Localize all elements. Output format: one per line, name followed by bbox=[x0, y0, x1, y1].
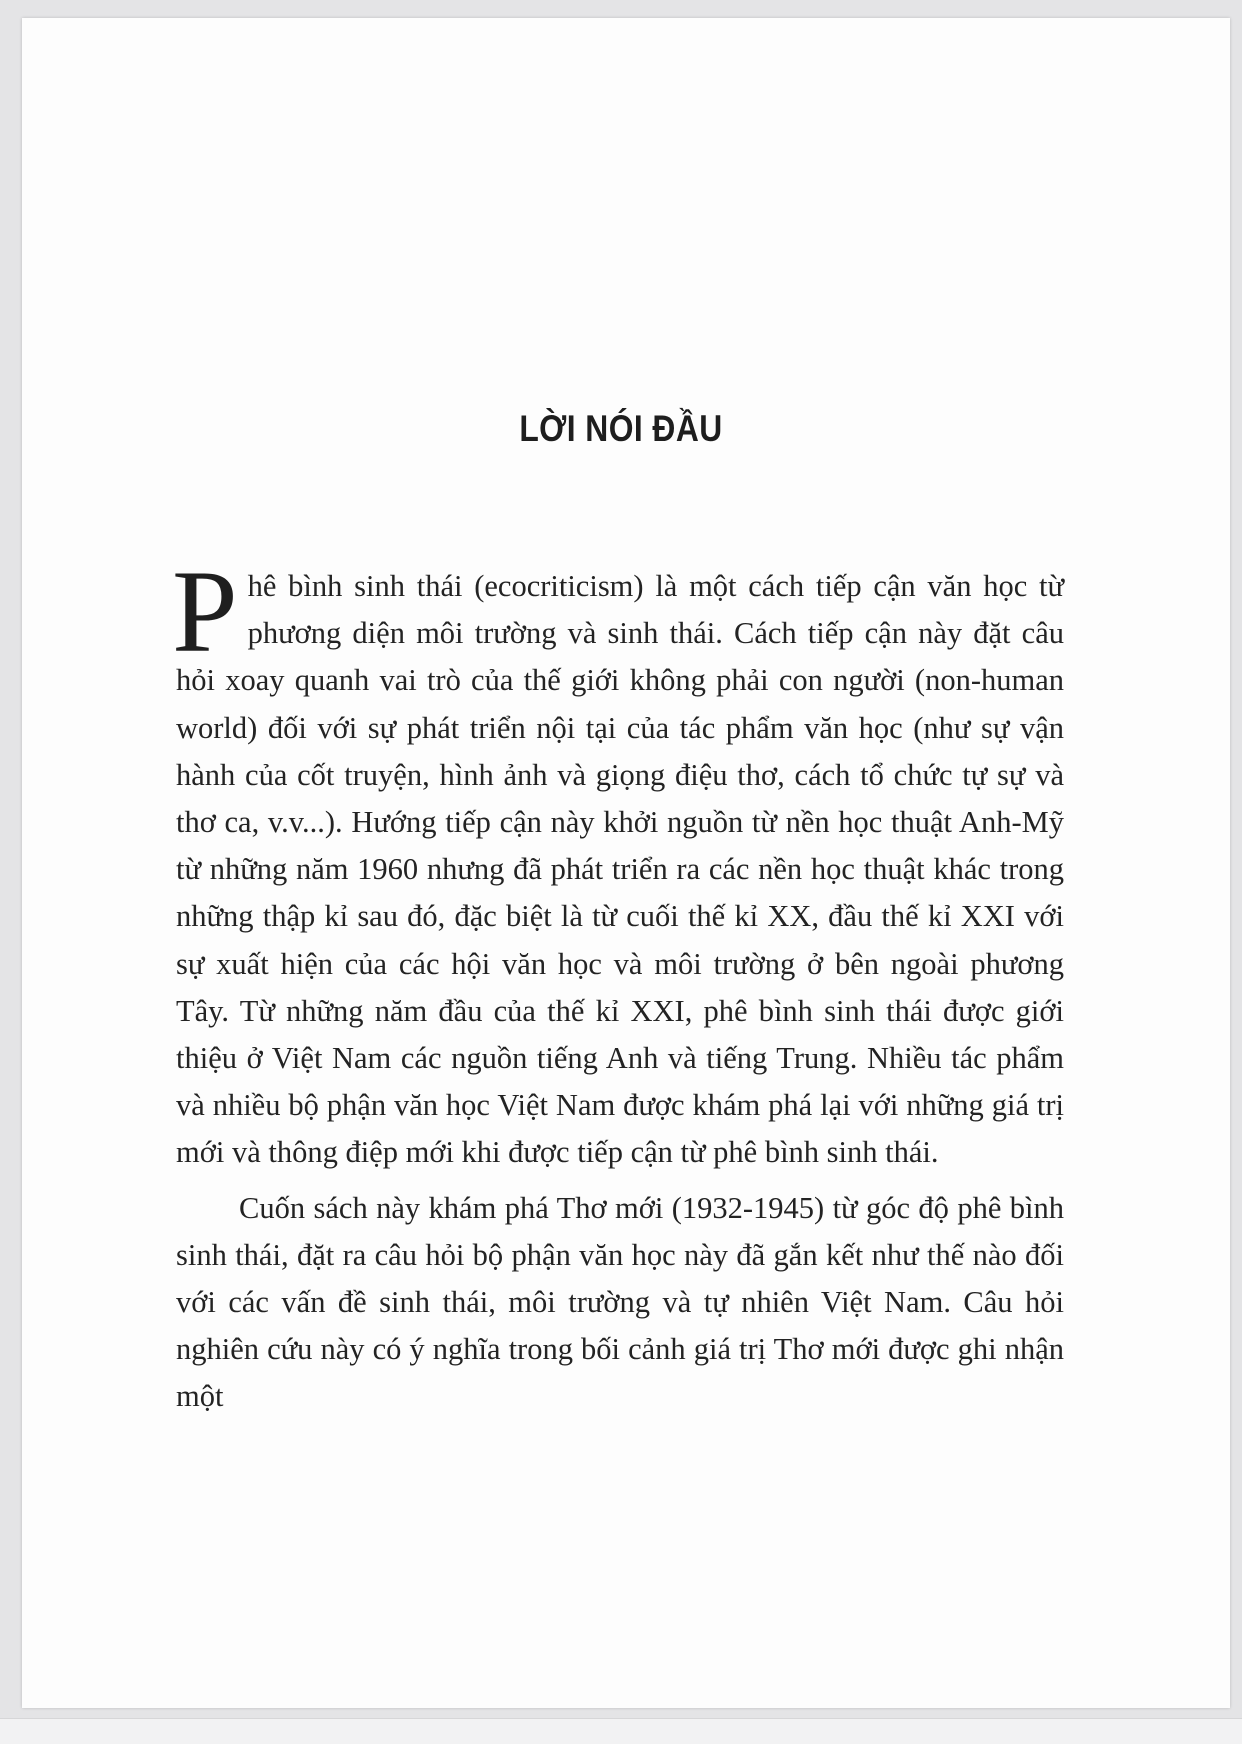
body-text bbox=[172, 546, 1064, 1421]
chapter-title: LỜI NÓI ĐẦU bbox=[519, 408, 723, 449]
drop-cap: P bbox=[172, 546, 238, 677]
paragraph-1 bbox=[172, 546, 1064, 1177]
next-page-edge bbox=[0, 1718, 1242, 1744]
paragraph-2: Cuốn sách này khám phá Thơ mới (1932-1945) từ góc độ phê bình sinh thái, đặt ra câu hỏi bộ phận văn học này đã gắn kết như thế nào đối với các vấn đề sinh thái, môi trường và tự nhiên Việt Nam. Câu hỏi nghiên cứu này có ý nghĩa trong bối cảnh giá trị Thơ mới được ghi nhận một bbox=[176, 1190, 1064, 1414]
paragraph-1-text: hê bình sinh thái (ecocriticism) là một cách tiếp cận văn học từ phương diện môi trường và sinh thái. Cách tiếp cận này đặt câu hỏi xoay quanh vai trò của thế giới không phải con người (non-human world) đối với sự phát triển nội tại của tác phẩm văn học (như sự vận hành của cốt truyện, hình ảnh và giọng điệu thơ, cách tổ chức tự sự và thơ ca, v.v...). Hướng tiếp cận này khởi nguồn từ nền học thuật Anh-Mỹ từ những năm 1960 nhưng đã phát triển ra các nền học thuật khác trong những thập kỉ sau đó, đặc biệt là từ cuối thế kỉ XX, đầu thế kỉ XXI với sự xuất hiện của các hội văn học và môi trường ở bên ngoài phương Tây. Từ những năm đầu của thế kỉ XXI, phê bình sinh thái được giới thiệu ở Việt Nam các nguồn tiếng Anh và tiếng Trung. Nhiều tác phẩm và nhiều bộ phận văn học Việt Nam được khám phá lại với những giá trị mới và thông điệp mới khi được tiếp cận từ phê bình sinh thái. bbox=[176, 569, 1064, 1170]
